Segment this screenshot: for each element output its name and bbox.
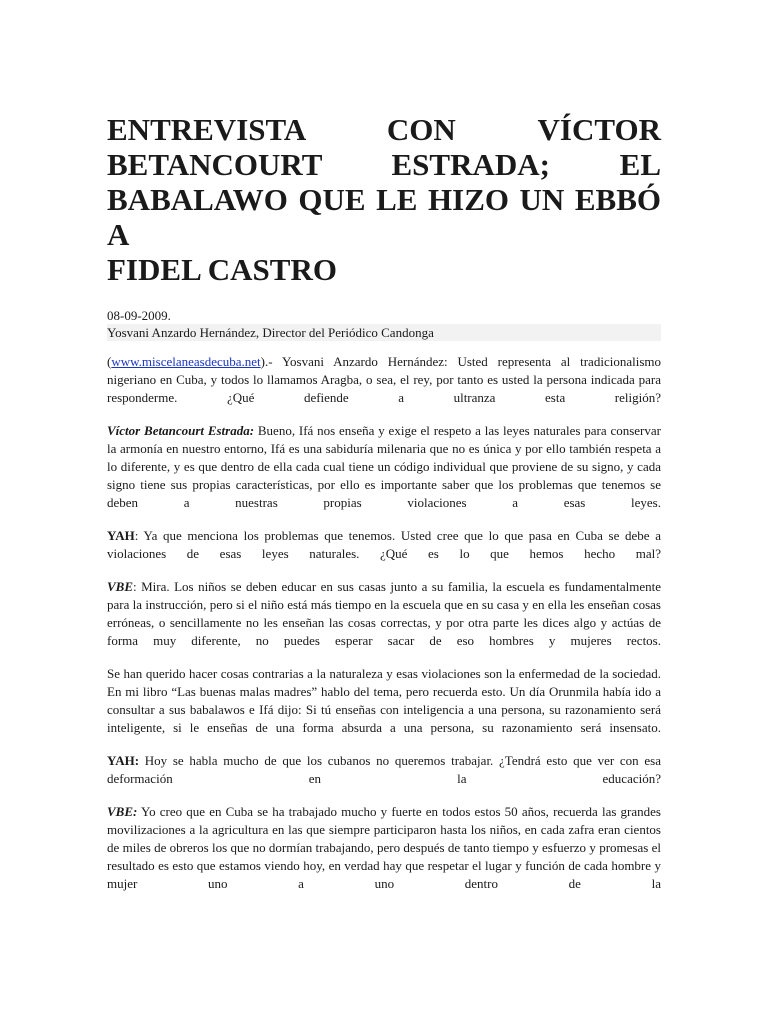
speaker-label: VBE: bbox=[107, 804, 138, 819]
title-line-1: ENTREVISTA CON VÍCTOR bbox=[107, 112, 661, 147]
source-link[interactable]: www.miscelaneasdecuba.net bbox=[111, 354, 261, 369]
article-byline: Yosvani Anzardo Hernández, Director del Periódico Candonga bbox=[107, 324, 661, 341]
speaker-label: Víctor Betancourt Estrada: bbox=[107, 423, 255, 438]
paragraph-answer-3 bbox=[107, 803, 661, 893]
speaker-label: YAH bbox=[107, 528, 135, 543]
speaker-label: YAH: bbox=[107, 753, 140, 768]
paragraph-answer-2-cont bbox=[107, 665, 661, 737]
open-paren: ( bbox=[107, 354, 112, 369]
paragraph-question-3 bbox=[107, 752, 661, 788]
paragraph-intro-text: ).- Yosvani Anzardo Hernández: Usted representa al tradicionalismo nigeriano en Cuba, y todos lo llamamos Aragba, o sea, el rey, por tanto es usted la persona indicada para responderme. ¿Qué defiende a ultranza esta religión? bbox=[107, 354, 661, 405]
title-line-4: FIDEL CASTRO bbox=[107, 252, 337, 287]
speaker-label: VBE bbox=[107, 579, 134, 594]
paragraph-text: Yo creo que en Cuba se ha trabajado mucho y fuerte en todos estos 50 años, recuerda las grandes movilizaciones a la agricultura en las que siempre participaron hasta los niños, en cada zafra eran cientos de miles de obreros los que no dormían trabajando, pero después de tanto tiempo y esfuerzo y promesas el resultado es esto que estamos viendo hoy, en verdad hay que respetar el lugar y función de cada hombre y mujer uno a uno dentro de la bbox=[107, 804, 661, 891]
article-date: 08-09-2009. bbox=[107, 308, 171, 323]
paragraph-text: Se han querido hacer cosas contrarias a la naturaleza y esas violaciones son la enfermedad de la sociedad. En mi libro “Las buenas malas madres” hablo del tema, pero recuerda esto. Un día Orunmila había ido a consultar a sus babalawos e Ifá dijo: Si tú enseñas con inteligencia a una persona, su razonamiento será inteligente, si le enseñas de una forma absurda a una persona, su razonamiento será insensato. bbox=[107, 666, 661, 735]
paragraph-text: : Mira. Los niños se deben educar en sus casas junto a su familia, la escuela es fundamentalmente para la instrucción, pero si el niño está más tiempo en la escuela que en su casa y en ella les enseñan cosas erróneas, o sencillamente no les enseñan las cosas correctas, y por otra parte les dices algo y actúas de forma muy diferente, no puedes esperar sacar de eso hombres y mujeres rectos. bbox=[107, 579, 661, 648]
document-page bbox=[107, 112, 661, 908]
paragraph-question-2 bbox=[107, 527, 661, 563]
title-line-2: BETANCOURT ESTRADA; EL bbox=[107, 147, 661, 182]
article-title bbox=[107, 112, 661, 287]
paragraph-answer-1 bbox=[107, 422, 661, 512]
paragraph-intro bbox=[107, 353, 661, 407]
paragraph-answer-2 bbox=[107, 578, 661, 650]
title-line-3: BABALAWO QUE LE HIZO UN EBBÓ A bbox=[107, 182, 661, 252]
paragraph-text: Hoy se habla mucho de que los cubanos no queremos trabajar. ¿Tendrá esto que ver con esa deformación en la educación? bbox=[107, 753, 661, 786]
paragraph-text: Bueno, Ifá nos enseña y exige el respeto a las leyes naturales para conservar la armonía en nuestro entorno, Ifá es una sabiduría milenaria que no es única y por ello también respeta a lo diferente, y es que dentro de ella cada cual tiene un código individual que proviene de su signo, y cada signo tiene sus propias características, por ello es importante saber que los problemas que tenemos se deben a nuestras propias violaciones a esas leyes. bbox=[107, 423, 661, 510]
paragraph-text: : Ya que menciona los problemas que tenemos. Usted cree que lo que pasa en Cuba se debe a violaciones de esas leyes naturales. ¿Qué es lo que hemos hecho mal? bbox=[107, 528, 661, 561]
